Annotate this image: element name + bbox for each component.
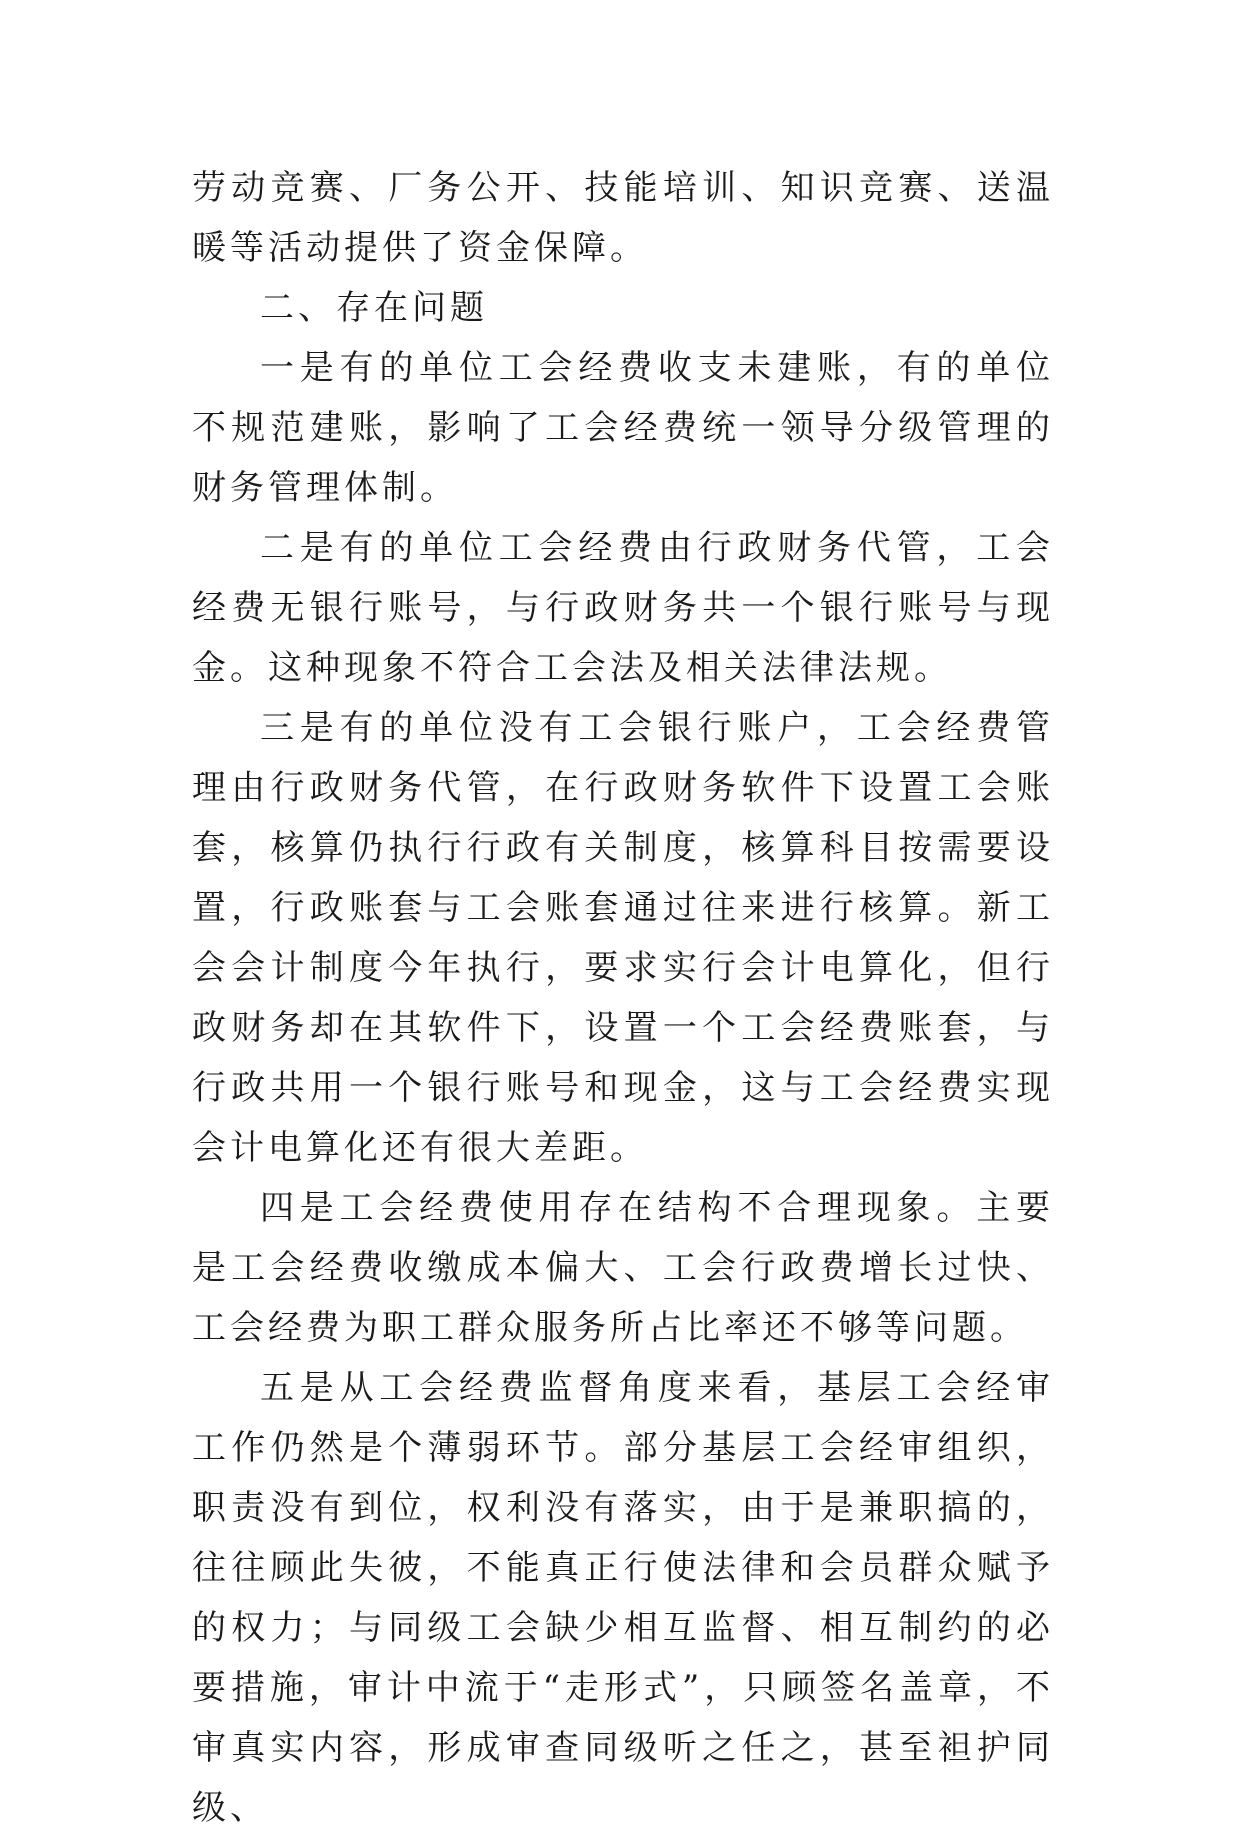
document-body (192, 158, 1054, 1838)
paragraph-issue-2: 二是有的单位工会经费由行政财务代管，工会经费无银行账号，与行政财务共一个银行账号与现金。这种现象不符合工会法及相关法律法规。 (192, 528, 1054, 688)
section-heading: 二、存在问题 (260, 288, 488, 328)
paragraph-continuation: 劳动竞赛、厂务公开、技能培训、知识竞赛、送温暖等活动提供了资金保障。 (192, 168, 1054, 268)
paragraph-issue-3: 三是有的单位没有工会银行账户，工会经费管理由行政财务代管，在行政财务软件下设置工会账套，核算仍执行行政有关制度，核算科目按需要设置，行政账套与工会账套通过往来进行核算。新工会会计制度今年执行，要求实行会计电算化，但行政财务却在其软件下，设置一个工会经费账套，与行政共用一个银行账号和现金，这与工会经费实现会计电算化还有很大差距。 (192, 708, 1054, 1168)
paragraph-issue-5: 五是从工会经费监督角度来看，基层工会经审工作仍然是个薄弱环节。部分基层工会经审组织，职责没有到位，权利没有落实，由于是兼职搞的，往往顾此失彼，不能真正行使法律和会员群众赋予的权力；与同级工会缺少相互监督、相互制约的必要措施，审计中流于“走形式”，只顾签名盖章，不审真实内容，形成审查同级听之任之，甚至袒护同级、 (192, 1368, 1054, 1828)
paragraph-issue-1: 一是有的单位工会经费收支未建账，有的单位不规范建账，影响了工会经费统一领导分级管理的财务管理体制。 (192, 348, 1054, 508)
paragraph-issue-4: 四是工会经费使用存在结构不合理现象。主要是工会经费收缴成本偏大、工会行政费增长过快、工会经费为职工群众服务所占比率还不够等问题。 (192, 1188, 1054, 1348)
